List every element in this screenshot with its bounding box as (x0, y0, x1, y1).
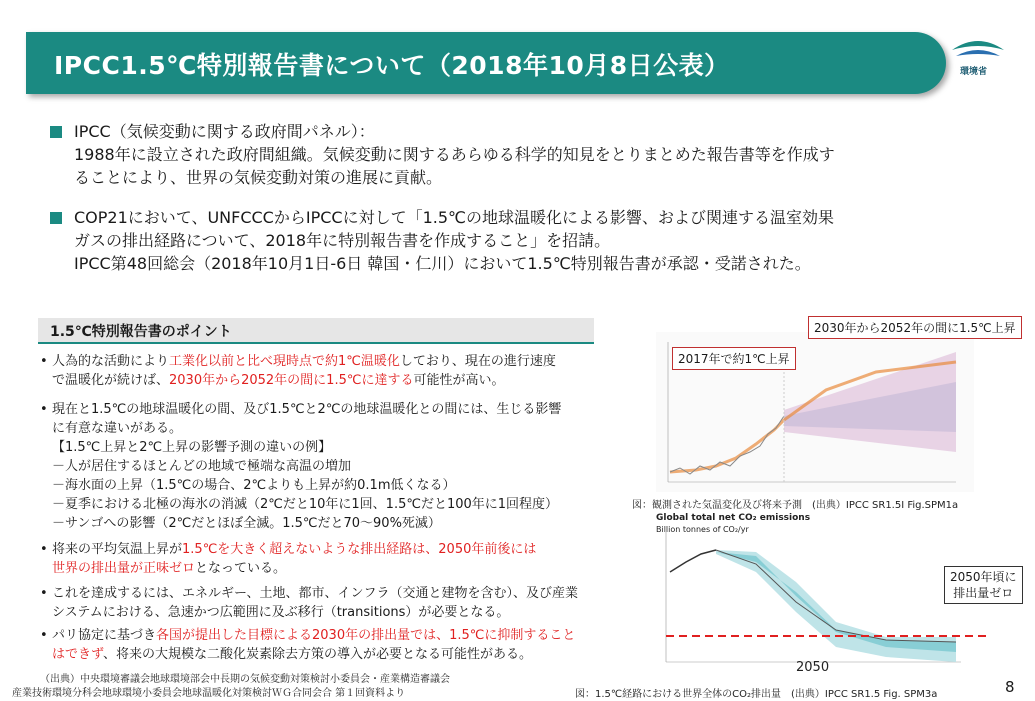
point-1: • 人為的な活動により工業化以前と比べ現時点で約1℃温暖化しており、現在の進行速度 で温暖化が続けば、2030年から2052年の間に1.5℃に達する可能性が高い。 (40, 354, 556, 388)
point-2: • 現在と1.5℃の地球温暖化の間、及び1.5℃と2℃の地球温暖化との間には、生じる影響 に有意な違いがある。 【1.5℃上昇と2℃上昇の影響予測の違いの例】 －人が居住するほとんどの地域で極端な高温の増加 －海水面の上昇（1.5℃の場合、2℃よりも上昇が約0.1m低くなる） －夏季における北極の海氷の消滅（2℃だと10年に1回、1.5℃だと100年に1回程度） －サンゴへの影響（2℃だとほぼ全滅。1.5℃だと70～90%死滅） (40, 402, 562, 531)
bullet-ipcc: IPCC（気候変動に関する政府間パネル）： 1988年に設立された政府間組織。気候変動に関するあらゆる科学的知見をとりまとめた報告書等を作成す ることにより、世界の気候変動対策の進展に貢献。 (50, 120, 835, 189)
title-bar (26, 32, 946, 94)
page-title: IPCC1.5℃特別報告書について（2018年10月8日公表） (54, 51, 730, 80)
callout-net-zero: 2050年頃に 排出量ゼロ (944, 566, 1023, 604)
source-note-2: 産業技術環境分科会地球環境小委員会地球温暖化対策検討ＷＧ合同会合 第１回資料より (12, 688, 406, 699)
point-4: • これを達成するには、エネルギー、土地、都市、インフラ（交通と建物を含む）、及び産業 システムにおける、急速かつ広範囲に及ぶ移行（transitions）が必要となる。 (40, 586, 578, 620)
fig2-unit: Billion tonnes of CO₂/yr (656, 525, 749, 534)
fig2-heading: Global total net CO₂ emissions (656, 513, 811, 523)
point-3: • 将来の平均気温上昇が1.5℃を大きく超えないような排出経路は、2050年前後には 世界の排出量が正味ゼロとなっている。 (40, 542, 537, 576)
callout-2017: 2017年で約1℃上昇 (672, 347, 796, 370)
section-header: 1.5℃特別報告書のポイント (38, 318, 594, 344)
bullet-cop21: COP21において、UNFCCCからIPCCに対して「1.5℃の地球温暖化による影響、および関連する温室効果 ガスの排出経路について、2018年に特別報告書を作成すること」を招請。 IPCC第48回総会（2018年10月1日-6日 韓国・仁川）において1.5℃特別報告書が承認・受諾された。 (50, 206, 834, 275)
fig1-caption: 図：観測された気温変化及び将来予測 (出典）IPCC SR1.5I Fig.SPM1a (632, 500, 959, 511)
square-bullet-icon (50, 126, 62, 138)
logo-text: 環境省 (960, 67, 988, 77)
fig2-year-label: 2050 (796, 660, 830, 675)
callout-2030-2052: 2030年から2052年の間に1.5℃上昇 (808, 316, 1022, 339)
source-note-1: （出典）中央環境審議会地球環境部会中長期の気候変動対策検討小委員会・産業構造審議会 (40, 674, 450, 685)
page-number: 8 (1005, 678, 1015, 696)
fig2-caption: 図：1.5℃経路における世界全体のCO₂排出量 (出典）IPCC SR1.5 Fig. SPM3a (575, 689, 938, 700)
square-bullet-icon (50, 212, 62, 224)
point-5: • パリ協定に基づき各国が提出した目標による2030年の排出量では、1.5℃に抑制すること はできず、将来の大規模な二酸化炭素除去方策の導入が必要となる可能性がある。 (40, 628, 576, 662)
